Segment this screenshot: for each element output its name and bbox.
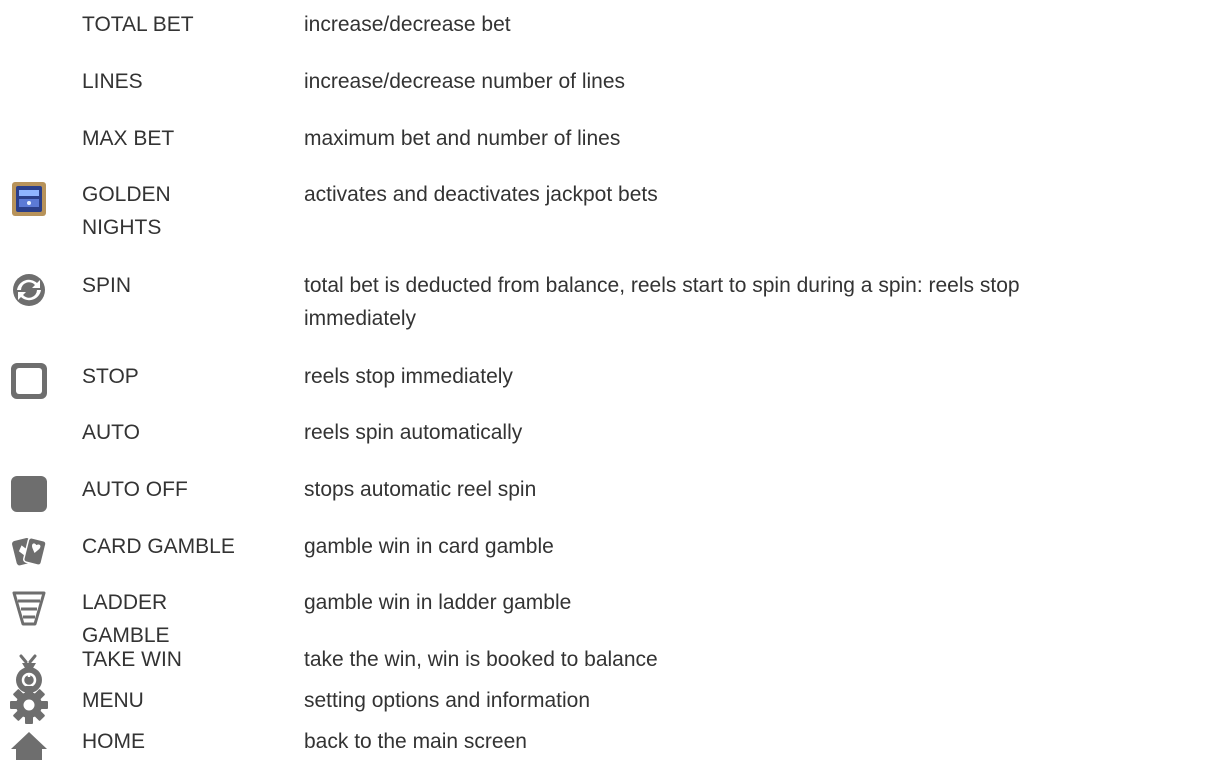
auto-off-icon — [8, 473, 50, 515]
max-bet-description: maximum bet and number of lines — [304, 127, 621, 150]
card-gamble-description: gamble win in card gamble — [304, 535, 554, 558]
auto-description: reels spin automatically — [304, 421, 523, 444]
ladder-gamble-description: gamble win in ladder gamble — [304, 591, 572, 614]
golden-nights-label: GOLDEN NIGHTS — [82, 183, 171, 239]
stop-description: reels stop immediately — [304, 365, 513, 388]
card-gamble-label: CARD GAMBLE — [82, 535, 235, 558]
home-icon — [8, 729, 50, 760]
stop-icon — [8, 360, 50, 402]
menu-label: MENU — [82, 689, 144, 712]
golden-nights-icon — [8, 178, 50, 220]
auto-label: AUTO — [82, 421, 140, 444]
stop-label: STOP — [82, 365, 139, 388]
take-win-description: take the win, win is booked to balance — [304, 648, 658, 671]
lines-description: increase/decrease number of lines — [304, 70, 626, 93]
take-win-label: TAKE WIN — [82, 648, 182, 671]
max-bet-label: MAX BET — [82, 127, 175, 150]
golden-nights-description: activates and deactivates jackpot bets — [304, 183, 658, 206]
total-bet-description: increase/decrease bet — [304, 13, 511, 36]
spin-label: SPIN — [82, 274, 132, 297]
home-description: back to the main screen — [304, 730, 527, 753]
spin-description: total bet is deducted from balance, reels start to spin during a spin: reels stop immediately — [304, 274, 1020, 330]
total-bet-label: TOTAL BET — [82, 13, 194, 36]
ladder-gamble-label: LADDER GAMBLE — [82, 591, 170, 647]
gear-icon — [8, 684, 50, 726]
auto-off-label: AUTO OFF — [82, 478, 188, 501]
menu-description: setting options and information — [304, 689, 591, 712]
auto-off-description: stops automatic reel spin — [304, 478, 537, 501]
spin-icon — [8, 269, 50, 311]
home-label: HOME — [82, 730, 145, 753]
ladder-gamble-icon — [8, 586, 50, 628]
card-gamble-icon — [8, 530, 50, 572]
lines-label: LINES — [82, 70, 143, 93]
